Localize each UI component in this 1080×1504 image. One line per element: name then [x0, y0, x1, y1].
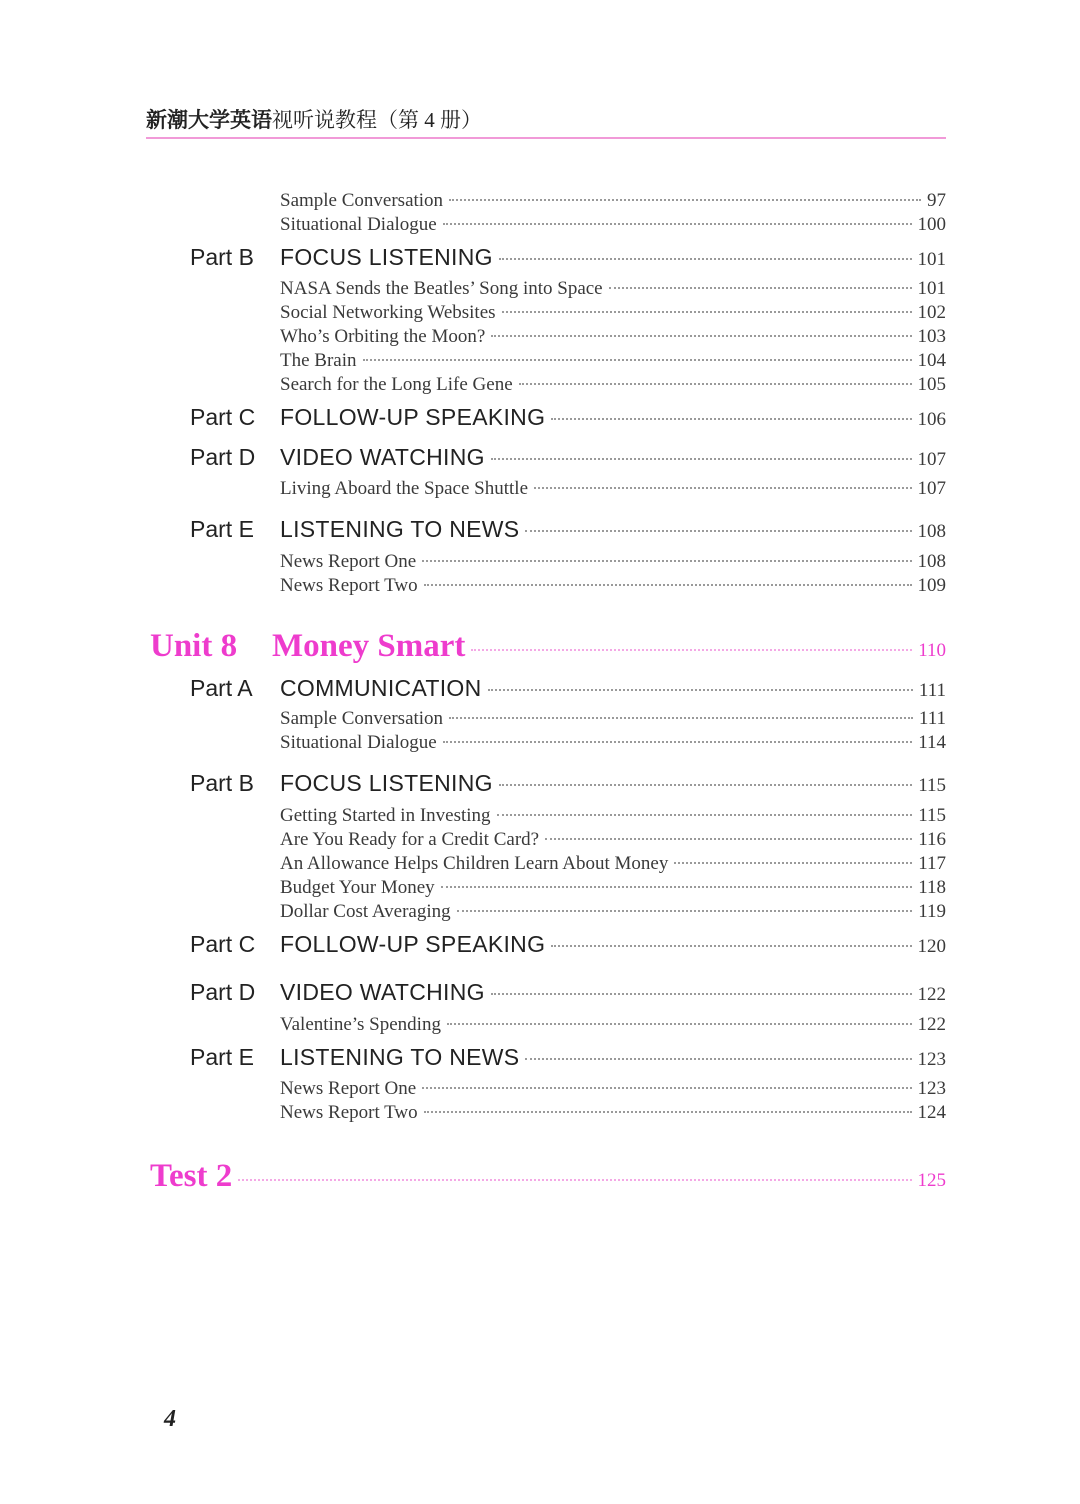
entry-title: An Allowance Helps Children Learn About Money [280, 853, 669, 874]
part-title: FOCUS LISTENING [280, 770, 493, 796]
toc-test-heading[interactable] [150, 1158, 946, 1195]
dot-leader [551, 945, 911, 947]
part-label: Part E [190, 516, 254, 542]
part-label: Part D [190, 444, 256, 470]
entry-title: Sample Conversation [280, 190, 444, 211]
dot-leader [497, 814, 913, 816]
dot-leader [545, 838, 912, 840]
toc-entry[interactable] [280, 901, 946, 923]
part-page: 111 [918, 680, 946, 701]
header-book-title: 视听说教程（第 4 册） [272, 108, 482, 132]
header-series-title: 新潮大学英语 [146, 108, 272, 132]
dot-leader [457, 910, 913, 912]
toc-entry[interactable] [280, 1102, 946, 1124]
dot-leader [519, 383, 912, 385]
toc-part-heading[interactable] [280, 404, 946, 431]
toc-entry[interactable] [280, 214, 946, 236]
entry-title: Valentine’s Spending [280, 1014, 441, 1035]
toc-entry[interactable] [280, 575, 946, 597]
entry-page: 102 [917, 302, 946, 323]
part-page: 101 [917, 249, 946, 270]
dot-leader [471, 649, 912, 651]
part-label: Part A [190, 675, 253, 701]
entry-title: News Report Two [280, 1102, 418, 1123]
dot-leader [525, 1058, 911, 1060]
toc-entry[interactable] [280, 190, 946, 212]
part-label: Part B [190, 244, 254, 270]
entry-page: 119 [918, 901, 946, 922]
toc-entry[interactable] [280, 1078, 946, 1100]
dot-leader [534, 487, 911, 489]
part-page: 108 [917, 521, 946, 542]
toc-part-heading[interactable] [280, 1044, 946, 1071]
part-label: Part D [190, 979, 256, 1005]
part-title: VIDEO WATCHING [280, 444, 485, 470]
toc-entry[interactable] [280, 326, 946, 348]
entry-title: The Brain [280, 350, 357, 371]
entry-page: 123 [917, 1078, 946, 1099]
toc-entry[interactable] [280, 478, 946, 500]
part-title: LISTENING TO NEWS [280, 516, 520, 542]
toc-entry[interactable] [280, 350, 946, 372]
dot-leader [609, 287, 912, 289]
dot-leader [422, 560, 911, 562]
dot-leader [447, 1023, 912, 1025]
dot-leader [491, 993, 912, 995]
dot-leader [424, 584, 912, 586]
entry-page: 97 [927, 190, 946, 211]
entry-page: 122 [917, 1014, 946, 1035]
dot-leader [449, 199, 921, 201]
dot-leader [502, 311, 912, 313]
entry-page: 107 [917, 478, 946, 499]
entry-page: 115 [918, 805, 946, 826]
entry-title: Budget Your Money [280, 877, 435, 898]
entry-page: 118 [918, 877, 946, 898]
entry-page: 101 [917, 278, 946, 299]
dot-leader [551, 418, 911, 420]
entry-title: Search for the Long Life Gene [280, 374, 513, 395]
part-label: Part C [190, 931, 256, 957]
dot-leader [449, 717, 913, 719]
toc-entry[interactable] [280, 877, 946, 899]
toc-part-heading[interactable] [280, 770, 946, 797]
entry-page: 116 [918, 829, 946, 850]
entry-title: Are You Ready for a Credit Card? [280, 829, 540, 850]
page-number: 4 [164, 1406, 176, 1432]
toc-entry[interactable] [280, 708, 946, 730]
toc-unit-heading[interactable] [150, 628, 946, 665]
unit-title: Money Smart [272, 628, 466, 664]
toc-part-heading[interactable] [280, 444, 946, 471]
entry-title: Living Aboard the Space Shuttle [280, 478, 529, 499]
part-page: 107 [917, 449, 946, 470]
toc-entry[interactable] [280, 732, 946, 754]
entry-title: Who’s Orbiting the Moon? [280, 326, 486, 347]
toc-entry[interactable] [280, 853, 946, 875]
toc-part-heading[interactable] [280, 979, 946, 1006]
entry-title: Situational Dialogue [280, 732, 437, 753]
dot-leader [491, 335, 911, 337]
part-title: FOLLOW-UP SPEAKING [280, 404, 546, 430]
entry-title: News Report One [280, 551, 417, 572]
part-page: 120 [917, 936, 946, 957]
dot-leader [441, 886, 913, 888]
entry-page: 124 [917, 1102, 946, 1123]
toc-entry[interactable] [280, 805, 946, 827]
test-title: Test 2 [150, 1158, 233, 1194]
part-page: 122 [917, 984, 946, 1005]
toc-part-heading[interactable] [280, 244, 946, 271]
dot-leader [499, 784, 912, 786]
toc-part-heading[interactable] [280, 931, 946, 958]
part-page: 106 [917, 409, 946, 430]
entry-title: NASA Sends the Beatles’ Song into Space [280, 278, 603, 299]
entry-title: News Report One [280, 1078, 417, 1099]
entry-page: 114 [918, 732, 946, 753]
entry-title: Social Networking Websites [280, 302, 496, 323]
entry-page: 117 [918, 853, 946, 874]
part-title: FOCUS LISTENING [280, 244, 493, 270]
dot-leader [443, 223, 912, 225]
part-label: Part B [190, 770, 254, 796]
part-page: 123 [917, 1049, 946, 1070]
dot-leader [422, 1087, 911, 1089]
dot-leader [491, 458, 912, 460]
dot-leader [674, 862, 912, 864]
part-label: Part C [190, 404, 256, 430]
dot-leader [525, 530, 911, 532]
unit-page: 110 [918, 640, 946, 661]
unit-label: Unit 8 [150, 628, 238, 664]
part-title: FOLLOW-UP SPEAKING [280, 931, 546, 957]
dot-leader [424, 1111, 912, 1113]
test-page: 125 [917, 1170, 946, 1191]
entry-title: Situational Dialogue [280, 214, 437, 235]
entry-page: 105 [917, 374, 946, 395]
entry-page: 109 [917, 575, 946, 596]
entry-title: Dollar Cost Averaging [280, 901, 451, 922]
part-title: LISTENING TO NEWS [280, 1044, 520, 1070]
entry-title: Getting Started in Investing [280, 805, 491, 826]
dot-leader [488, 689, 913, 691]
entry-page: 103 [917, 326, 946, 347]
toc-part-heading[interactable] [280, 675, 946, 702]
dot-leader [238, 1179, 911, 1181]
dot-leader [363, 359, 912, 361]
toc-part-heading[interactable] [280, 516, 946, 543]
entry-title: Sample Conversation [280, 708, 444, 729]
part-title: VIDEO WATCHING [280, 979, 485, 1005]
part-label: Part E [190, 1044, 254, 1070]
entry-page: 111 [918, 708, 946, 729]
toc-entry[interactable] [280, 302, 946, 324]
toc-entry[interactable] [280, 1014, 946, 1036]
running-header [146, 104, 946, 134]
toc-entry[interactable] [280, 374, 946, 396]
entry-title: News Report Two [280, 575, 418, 596]
entry-page: 104 [917, 350, 946, 371]
dot-leader [499, 258, 912, 260]
header-rule [146, 137, 946, 139]
dot-leader [443, 741, 912, 743]
entry-page: 108 [917, 551, 946, 572]
toc-entry[interactable] [280, 551, 946, 573]
toc-entry[interactable] [280, 278, 946, 300]
part-title: COMMUNICATION [280, 675, 482, 701]
entry-page: 100 [917, 214, 946, 235]
part-page: 115 [918, 775, 946, 796]
toc-entry[interactable] [280, 829, 946, 851]
